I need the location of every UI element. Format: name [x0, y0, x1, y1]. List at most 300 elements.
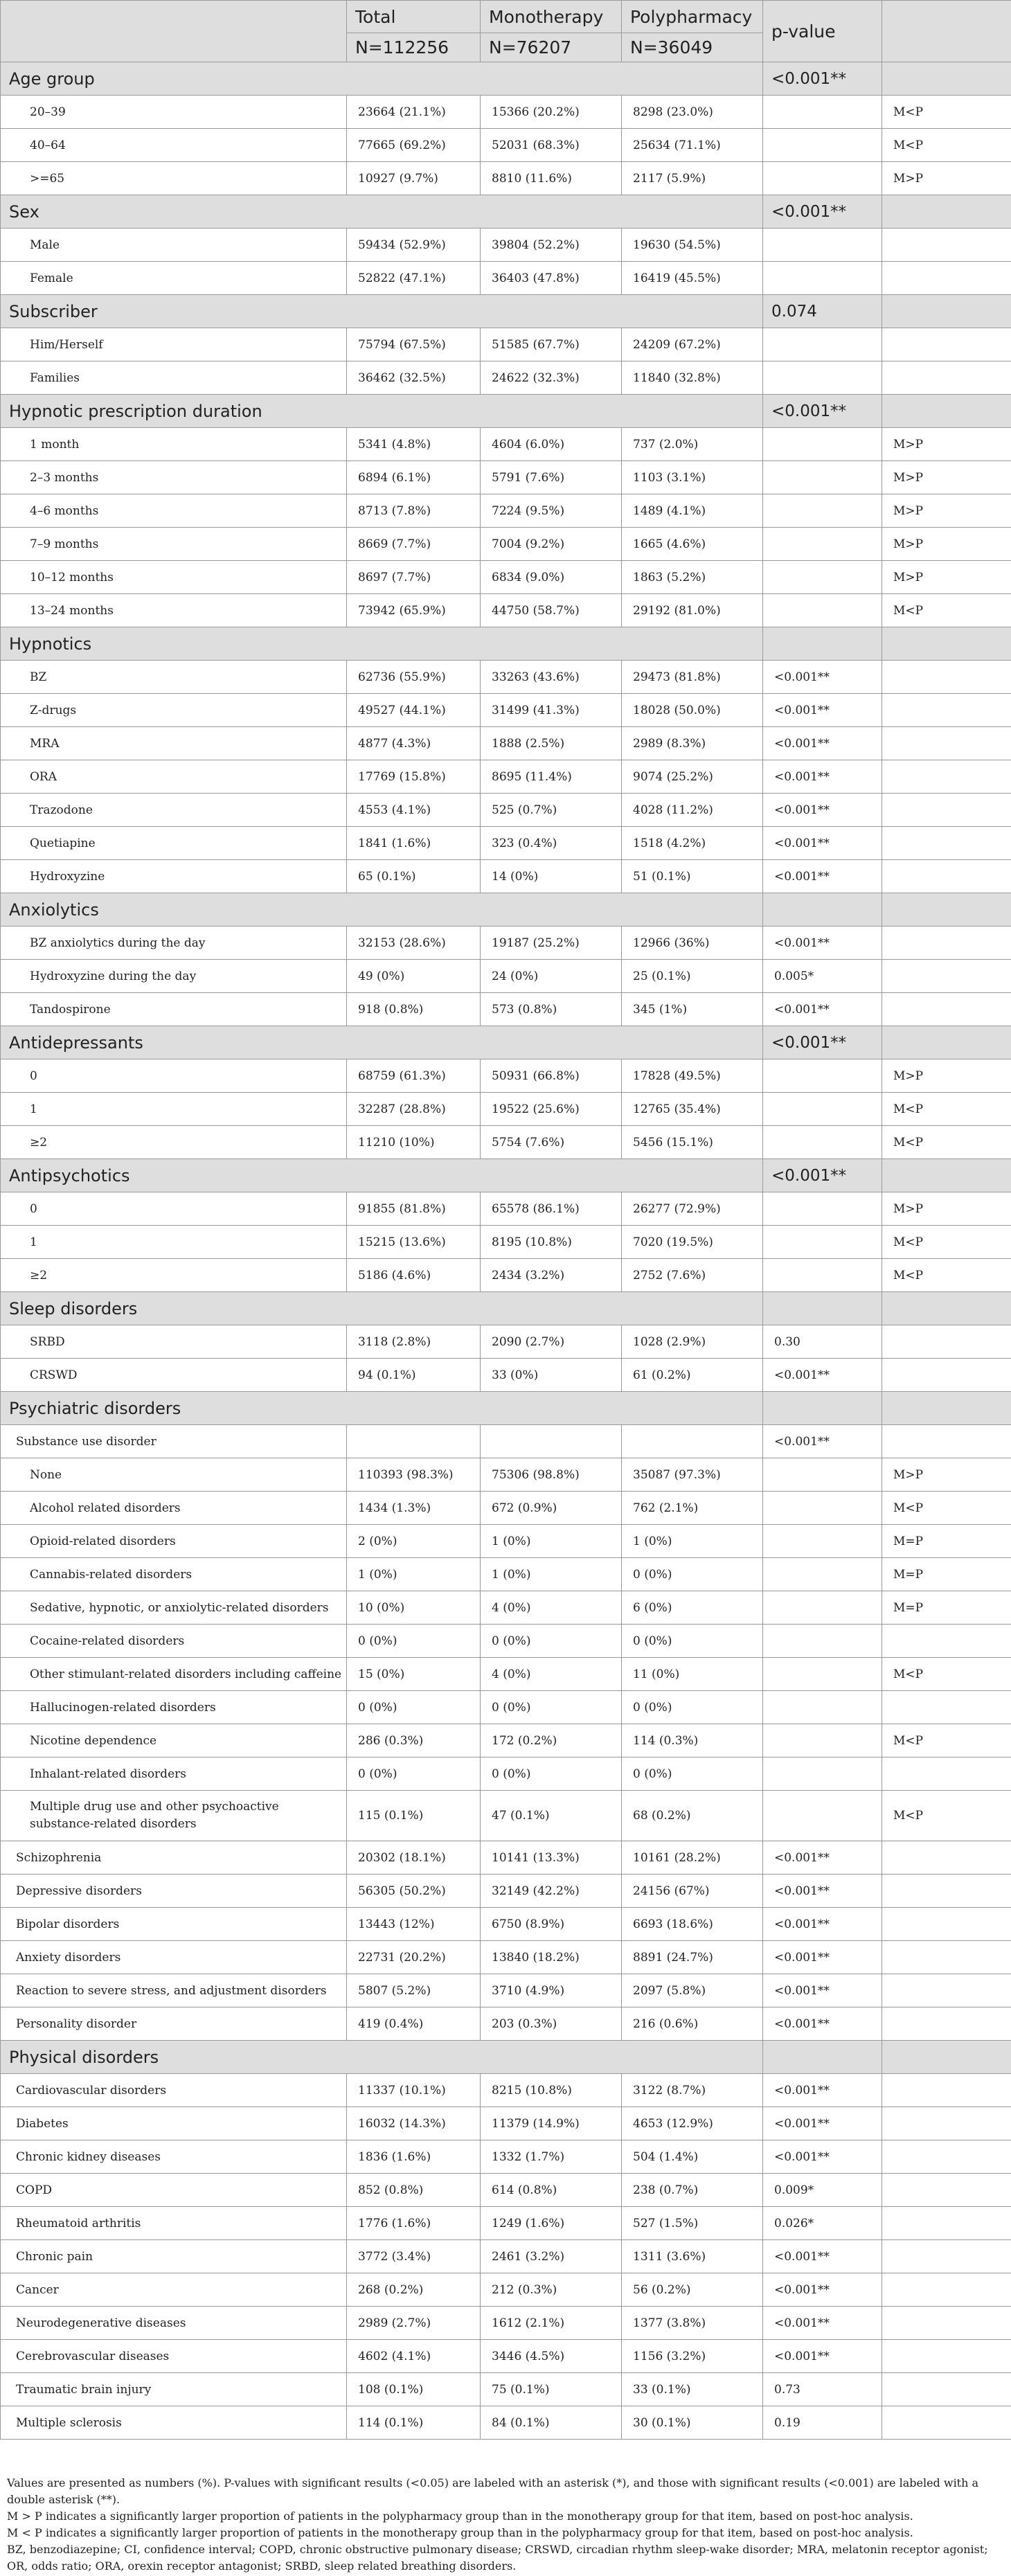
total-cell: 8713 (7.8%): [347, 494, 481, 528]
posthoc-cell: [882, 1625, 1011, 1658]
section-p-value: [763, 1392, 882, 1425]
table-row: [1, 1757, 1011, 1791]
polypharmacy-cell: 345 (1%): [622, 993, 763, 1026]
monotherapy-cell: 614 (0.8%): [481, 2174, 622, 2207]
section-label: Subscriber: [1, 295, 763, 328]
monotherapy-cell: 65578 (86.1%): [481, 1192, 622, 1226]
table-row: [1, 96, 1011, 129]
posthoc-cell: [882, 927, 1011, 960]
total-cell: 0 (0%): [347, 1757, 481, 1791]
row-label: Cerebrovascular diseases: [1, 2340, 347, 2373]
monotherapy-cell: 39804 (52.2%): [481, 229, 622, 262]
p-value-cell: [763, 1226, 882, 1259]
polypharmacy-cell: 8891 (24.7%): [622, 1941, 763, 1974]
row-label: Opioid-related disorders: [1, 1525, 347, 1558]
posthoc-cell: M>P: [882, 561, 1011, 594]
posthoc-cell: [882, 794, 1011, 827]
table-row: [1, 361, 1011, 395]
monotherapy-cell: 4 (0%): [481, 1591, 622, 1625]
polypharmacy-cell: 1377 (3.8%): [622, 2307, 763, 2340]
header-total-n: N=112256: [347, 33, 481, 62]
posthoc-cell: [882, 2406, 1011, 2440]
table-row: [1, 2074, 1011, 2107]
posthoc-cell: M>P: [882, 428, 1011, 461]
table-row: [1, 1974, 1011, 2007]
monotherapy-cell: 19187 (25.2%): [481, 927, 622, 960]
table-row: [1, 129, 1011, 162]
table-row: [1, 1591, 1011, 1625]
row-label: Diabetes: [1, 2107, 347, 2140]
section-header-row: [1, 1159, 1011, 1192]
monotherapy-cell: 31499 (41.3%): [481, 694, 622, 727]
p-value-cell: <0.001**: [763, 1425, 882, 1458]
polypharmacy-cell: 1311 (3.6%): [622, 2240, 763, 2273]
total-cell: 32287 (28.8%): [347, 1093, 481, 1126]
total-cell: 10927 (9.7%): [347, 162, 481, 195]
total-cell: 6894 (6.1%): [347, 461, 481, 494]
table-row: [1, 2406, 1011, 2440]
polypharmacy-cell: 10161 (28.2%): [622, 1841, 763, 1875]
section-label: Age group: [1, 62, 763, 96]
p-value-cell: [763, 262, 882, 295]
header-row: [1, 1, 1011, 33]
total-cell: 1434 (1.3%): [347, 1492, 481, 1525]
monotherapy-cell: 33 (0%): [481, 1359, 622, 1392]
posthoc-cell: M<P: [882, 1226, 1011, 1259]
p-value-cell: <0.001**: [763, 1974, 882, 2007]
polypharmacy-cell: 68 (0.2%): [622, 1791, 763, 1841]
p-value-cell: [763, 1458, 882, 1492]
section-p-value: <0.001**: [763, 1159, 882, 1192]
posthoc-cell: [882, 661, 1011, 694]
polypharmacy-cell: 1028 (2.9%): [622, 1325, 763, 1359]
total-cell: 1841 (1.6%): [347, 827, 481, 860]
row-label: Personality disorder: [1, 2007, 347, 2041]
total-cell: 4553 (4.1%): [347, 794, 481, 827]
row-label: BZ anxiolytics during the day: [1, 927, 347, 960]
section-label: Sex: [1, 195, 763, 229]
section-p-value: [763, 1292, 882, 1325]
monotherapy-cell: 212 (0.3%): [481, 2273, 622, 2307]
table-row: [1, 2373, 1011, 2406]
section-header-row: [1, 1026, 1011, 1059]
section-header-row: [1, 195, 1011, 229]
polypharmacy-cell: 8298 (23.0%): [622, 96, 763, 129]
monotherapy-cell: 8810 (11.6%): [481, 162, 622, 195]
p-value-cell: [763, 162, 882, 195]
row-label: Male: [1, 229, 347, 262]
posthoc-cell: [882, 229, 1011, 262]
polypharmacy-cell: 0 (0%): [622, 1757, 763, 1791]
posthoc-cell: [882, 1941, 1011, 1974]
total-cell: 2 (0%): [347, 1525, 481, 1558]
total-cell: 13443 (12%): [347, 1908, 481, 1941]
row-label: ≥2: [1, 1126, 347, 1159]
posthoc-cell: M>P: [882, 461, 1011, 494]
monotherapy-cell: 0 (0%): [481, 1625, 622, 1658]
total-cell: 73942 (65.9%): [347, 594, 481, 627]
polypharmacy-cell: 114 (0.3%): [622, 1724, 763, 1757]
p-value-cell: <0.001**: [763, 1359, 882, 1392]
table-row: [1, 2307, 1011, 2340]
table-row: [1, 2140, 1011, 2174]
monotherapy-cell: 11379 (14.9%): [481, 2107, 622, 2140]
polypharmacy-cell: 12966 (36%): [622, 927, 763, 960]
table-row: [1, 2174, 1011, 2207]
header-posthoc: [882, 1, 1011, 62]
table-row: [1, 162, 1011, 195]
polypharmacy-cell: [622, 1425, 763, 1458]
row-label: Multiple sclerosis: [1, 2406, 347, 2440]
polypharmacy-cell: 17828 (49.5%): [622, 1059, 763, 1093]
monotherapy-cell: 8215 (10.8%): [481, 2074, 622, 2107]
table-row: [1, 927, 1011, 960]
table-row: [1, 1625, 1011, 1658]
section-blank-cell: [882, 395, 1011, 428]
p-value-cell: [763, 1691, 882, 1724]
monotherapy-cell: 8695 (11.4%): [481, 760, 622, 794]
row-label: 40–64: [1, 129, 347, 162]
table-row: [1, 1724, 1011, 1757]
polypharmacy-cell: 18028 (50.0%): [622, 694, 763, 727]
polypharmacy-cell: 737 (2.0%): [622, 428, 763, 461]
p-value-cell: [763, 1525, 882, 1558]
polypharmacy-cell: 1489 (4.1%): [622, 494, 763, 528]
p-value-cell: [763, 328, 882, 361]
posthoc-cell: [882, 694, 1011, 727]
monotherapy-cell: 0 (0%): [481, 1691, 622, 1724]
total-cell: 56305 (50.2%): [347, 1875, 481, 1908]
header-monotherapy-n: N=76207: [481, 33, 622, 62]
monotherapy-cell: 44750 (58.7%): [481, 594, 622, 627]
monotherapy-cell: 52031 (68.3%): [481, 129, 622, 162]
section-p-value: 0.074: [763, 295, 882, 328]
posthoc-cell: M=P: [882, 1525, 1011, 1558]
monotherapy-cell: 1 (0%): [481, 1525, 622, 1558]
row-label: Chronic kidney diseases: [1, 2140, 347, 2174]
polypharmacy-cell: 11 (0%): [622, 1658, 763, 1691]
monotherapy-cell: 51585 (67.7%): [481, 328, 622, 361]
polypharmacy-cell: 2752 (7.6%): [622, 1259, 763, 1292]
section-p-value: [763, 893, 882, 927]
footnote: M < P indicates a significantly larger proportion of patients in the monotherapy group than in the polypharmacy group for that item, based on post-hoc analysis.: [7, 2526, 913, 2539]
monotherapy-cell: 6834 (9.0%): [481, 561, 622, 594]
total-cell: 22731 (20.2%): [347, 1941, 481, 1974]
row-label: ORA: [1, 760, 347, 794]
p-value-cell: [763, 96, 882, 129]
table-row: [1, 594, 1011, 627]
polypharmacy-cell: 504 (1.4%): [622, 2140, 763, 2174]
p-value-cell: [763, 1724, 882, 1757]
posthoc-cell: [882, 262, 1011, 295]
monotherapy-cell: 573 (0.8%): [481, 993, 622, 1026]
table-row: [1, 262, 1011, 295]
section-label: Sleep disorders: [1, 1292, 763, 1325]
section-header-row: [1, 2041, 1011, 2074]
polypharmacy-cell: 0 (0%): [622, 1691, 763, 1724]
row-label: Cancer: [1, 2273, 347, 2307]
monotherapy-cell: 5754 (7.6%): [481, 1126, 622, 1159]
row-label: 1: [1, 1226, 347, 1259]
p-value-cell: [763, 129, 882, 162]
monotherapy-cell: 3710 (4.9%): [481, 1974, 622, 2007]
total-cell: 1776 (1.6%): [347, 2207, 481, 2240]
table-row: [1, 1841, 1011, 1875]
monotherapy-cell: 323 (0.4%): [481, 827, 622, 860]
row-label: Cardiovascular disorders: [1, 2074, 347, 2107]
posthoc-cell: M<P: [882, 1791, 1011, 1841]
monotherapy-cell: 24622 (32.3%): [481, 361, 622, 395]
section-p-value: <0.001**: [763, 62, 882, 96]
total-cell: 20302 (18.1%): [347, 1841, 481, 1875]
monotherapy-cell: 0 (0%): [481, 1757, 622, 1791]
polypharmacy-cell: 527 (1.5%): [622, 2207, 763, 2240]
table-row: [1, 2340, 1011, 2373]
polypharmacy-cell: 11840 (32.8%): [622, 361, 763, 395]
monotherapy-cell: 672 (0.9%): [481, 1492, 622, 1525]
posthoc-cell: M<P: [882, 1492, 1011, 1525]
monotherapy-cell: 14 (0%): [481, 860, 622, 893]
polypharmacy-cell: 1103 (3.1%): [622, 461, 763, 494]
polypharmacy-cell: 51 (0.1%): [622, 860, 763, 893]
total-cell: 77665 (69.2%): [347, 129, 481, 162]
table-row: [1, 1875, 1011, 1908]
p-value-cell: <0.001**: [763, 2074, 882, 2107]
total-cell: 268 (0.2%): [347, 2273, 481, 2307]
p-value-cell: <0.001**: [763, 2007, 882, 2041]
header-p-value: p-value: [763, 1, 882, 62]
posthoc-cell: [882, 760, 1011, 794]
table-row: [1, 960, 1011, 993]
posthoc-cell: [882, 2273, 1011, 2307]
row-label: Inhalant-related disorders: [1, 1757, 347, 1791]
p-value-cell: 0.73: [763, 2373, 882, 2406]
header-blank: [1, 1, 347, 62]
polypharmacy-cell: 24209 (67.2%): [622, 328, 763, 361]
footnote: Values are presented as numbers (%). P-values with significant results (<0.05) are labeled with an asterisk (*), and those with significant results (<0.001) are labeled with a double asterisk (**).: [7, 2476, 979, 2506]
polypharmacy-cell: 1 (0%): [622, 1525, 763, 1558]
posthoc-cell: M>P: [882, 494, 1011, 528]
table-row: [1, 1425, 1011, 1458]
polypharmacy-cell: 238 (0.7%): [622, 2174, 763, 2207]
posthoc-cell: [882, 2107, 1011, 2140]
total-cell: 110393 (98.3%): [347, 1458, 481, 1492]
p-value-cell: [763, 528, 882, 561]
posthoc-cell: [882, 2207, 1011, 2240]
table-row: [1, 1525, 1011, 1558]
polypharmacy-cell: 0 (0%): [622, 1558, 763, 1591]
p-value-cell: [763, 361, 882, 395]
row-label: 0: [1, 1192, 347, 1226]
header-total: Total: [347, 1, 481, 33]
table-row: [1, 2007, 1011, 2041]
posthoc-cell: M<P: [882, 1658, 1011, 1691]
polypharmacy-cell: 35087 (97.3%): [622, 1458, 763, 1492]
posthoc-cell: [882, 1875, 1011, 1908]
section-p-value: <0.001**: [763, 395, 882, 428]
p-value-cell: <0.001**: [763, 2240, 882, 2273]
p-value-cell: <0.001**: [763, 661, 882, 694]
footnote: M > P indicates a significantly larger proportion of patients in the polypharmacy group than in the monotherapy group for that item, based on post-hoc analysis.: [7, 2510, 913, 2523]
table-row: [1, 794, 1011, 827]
polypharmacy-cell: 2097 (5.8%): [622, 1974, 763, 2007]
row-label: None: [1, 1458, 347, 1492]
section-header-row: [1, 295, 1011, 328]
section-label: Psychiatric disorders: [1, 1392, 763, 1425]
posthoc-cell: [882, 2074, 1011, 2107]
monotherapy-cell: 525 (0.7%): [481, 794, 622, 827]
p-value-cell: 0.005*: [763, 960, 882, 993]
total-cell: 8669 (7.7%): [347, 528, 481, 561]
monotherapy-cell: 7224 (9.5%): [481, 494, 622, 528]
total-cell: 91855 (81.8%): [347, 1192, 481, 1226]
row-label: BZ: [1, 661, 347, 694]
polypharmacy-cell: 6693 (18.6%): [622, 1908, 763, 1941]
polypharmacy-cell: 4653 (12.9%): [622, 2107, 763, 2140]
posthoc-cell: M=P: [882, 1558, 1011, 1591]
posthoc-cell: M<P: [882, 594, 1011, 627]
row-label: Z-drugs: [1, 694, 347, 727]
posthoc-cell: M=P: [882, 1591, 1011, 1625]
row-label: Families: [1, 361, 347, 395]
row-label: Hydroxyzine during the day: [1, 960, 347, 993]
row-label: SRBD: [1, 1325, 347, 1359]
p-value-cell: <0.001**: [763, 860, 882, 893]
monotherapy-cell: 19522 (25.6%): [481, 1093, 622, 1126]
monotherapy-cell: 1332 (1.7%): [481, 2140, 622, 2174]
row-label: 4–6 months: [1, 494, 347, 528]
posthoc-cell: M<P: [882, 1259, 1011, 1292]
total-cell: 0 (0%): [347, 1625, 481, 1658]
row-label: >=65: [1, 162, 347, 195]
posthoc-cell: [882, 2307, 1011, 2340]
posthoc-cell: M<P: [882, 96, 1011, 129]
section-blank-cell: [882, 1392, 1011, 1425]
footnotes: [0, 2475, 1011, 2575]
total-cell: 108 (0.1%): [347, 2373, 481, 2406]
posthoc-cell: [882, 1841, 1011, 1875]
monotherapy-cell: 7004 (9.2%): [481, 528, 622, 561]
table-row: [1, 1192, 1011, 1226]
posthoc-cell: [882, 860, 1011, 893]
table-body: [1, 62, 1011, 2440]
polypharmacy-cell: 16419 (45.5%): [622, 262, 763, 295]
row-label: Neurodegenerative diseases: [1, 2307, 347, 2340]
monotherapy-cell: 33263 (43.6%): [481, 661, 622, 694]
row-label: 2–3 months: [1, 461, 347, 494]
section-header-row: [1, 395, 1011, 428]
section-header-row: [1, 62, 1011, 96]
table-row: [1, 760, 1011, 794]
table-row: [1, 1908, 1011, 1941]
section-label: Hypnotic prescription duration: [1, 395, 763, 428]
row-label: Traumatic brain injury: [1, 2373, 347, 2406]
monotherapy-cell: 2434 (3.2%): [481, 1259, 622, 1292]
total-cell: 1 (0%): [347, 1558, 481, 1591]
row-label: 0: [1, 1059, 347, 1093]
monotherapy-cell: 10141 (13.3%): [481, 1841, 622, 1875]
p-value-cell: [763, 461, 882, 494]
total-cell: 5807 (5.2%): [347, 1974, 481, 2007]
row-label: Nicotine dependence: [1, 1724, 347, 1757]
section-label: Antidepressants: [1, 1026, 763, 1059]
row-label: COPD: [1, 2174, 347, 2207]
p-value-cell: [763, 1259, 882, 1292]
p-value-cell: <0.001**: [763, 727, 882, 760]
polypharmacy-cell: 61 (0.2%): [622, 1359, 763, 1392]
posthoc-cell: [882, 328, 1011, 361]
p-value-cell: <0.001**: [763, 2273, 882, 2307]
posthoc-cell: [882, 727, 1011, 760]
monotherapy-cell: 2090 (2.7%): [481, 1325, 622, 1359]
p-value-cell: <0.001**: [763, 927, 882, 960]
polypharmacy-cell: 2117 (5.9%): [622, 162, 763, 195]
p-value-cell: <0.001**: [763, 2307, 882, 2340]
row-label: 1: [1, 1093, 347, 1126]
total-cell: 15 (0%): [347, 1658, 481, 1691]
polypharmacy-cell: 0 (0%): [622, 1625, 763, 1658]
posthoc-cell: [882, 2373, 1011, 2406]
p-value-cell: [763, 229, 882, 262]
total-cell: [347, 1425, 481, 1458]
section-blank-cell: [882, 2041, 1011, 2074]
row-label: Hydroxyzine: [1, 860, 347, 893]
row-label: Substance use disorder: [1, 1425, 347, 1458]
row-label: Depressive disorders: [1, 1875, 347, 1908]
total-cell: 36462 (32.5%): [347, 361, 481, 395]
total-cell: 49 (0%): [347, 960, 481, 993]
p-value-cell: [763, 494, 882, 528]
table-row: [1, 528, 1011, 561]
monotherapy-cell: 1249 (1.6%): [481, 2207, 622, 2240]
polypharmacy-cell: 33 (0.1%): [622, 2373, 763, 2406]
polypharmacy-cell: 30 (0.1%): [622, 2406, 763, 2440]
header-polypharmacy: Polypharmacy: [622, 1, 763, 33]
posthoc-cell: [882, 1425, 1011, 1458]
table-row: [1, 661, 1011, 694]
monotherapy-cell: [481, 1425, 622, 1458]
polypharmacy-cell: 25 (0.1%): [622, 960, 763, 993]
p-value-cell: <0.001**: [763, 993, 882, 1026]
total-cell: 16032 (14.3%): [347, 2107, 481, 2140]
row-label: Trazodone: [1, 794, 347, 827]
row-label: Chronic pain: [1, 2240, 347, 2273]
table-row: [1, 2240, 1011, 2273]
polypharmacy-cell: 25634 (71.1%): [622, 129, 763, 162]
table-row: [1, 328, 1011, 361]
posthoc-cell: [882, 1974, 1011, 2007]
monotherapy-cell: 1888 (2.5%): [481, 727, 622, 760]
p-value-cell: [763, 1492, 882, 1525]
polypharmacy-cell: 2989 (8.3%): [622, 727, 763, 760]
total-cell: 1836 (1.6%): [347, 2140, 481, 2174]
posthoc-cell: M>P: [882, 1059, 1011, 1093]
p-value-cell: <0.001**: [763, 794, 882, 827]
monotherapy-cell: 5791 (7.6%): [481, 461, 622, 494]
monotherapy-cell: 8195 (10.8%): [481, 1226, 622, 1259]
table-row: [1, 1558, 1011, 1591]
posthoc-cell: [882, 2140, 1011, 2174]
monotherapy-cell: 32149 (42.2%): [481, 1875, 622, 1908]
p-value-cell: [763, 1591, 882, 1625]
section-blank-cell: [882, 62, 1011, 96]
total-cell: 32153 (28.6%): [347, 927, 481, 960]
total-cell: 114 (0.1%): [347, 2406, 481, 2440]
table-row: [1, 2107, 1011, 2140]
total-cell: 8697 (7.7%): [347, 561, 481, 594]
row-label: CRSWD: [1, 1359, 347, 1392]
polypharmacy-cell: 4028 (11.2%): [622, 794, 763, 827]
